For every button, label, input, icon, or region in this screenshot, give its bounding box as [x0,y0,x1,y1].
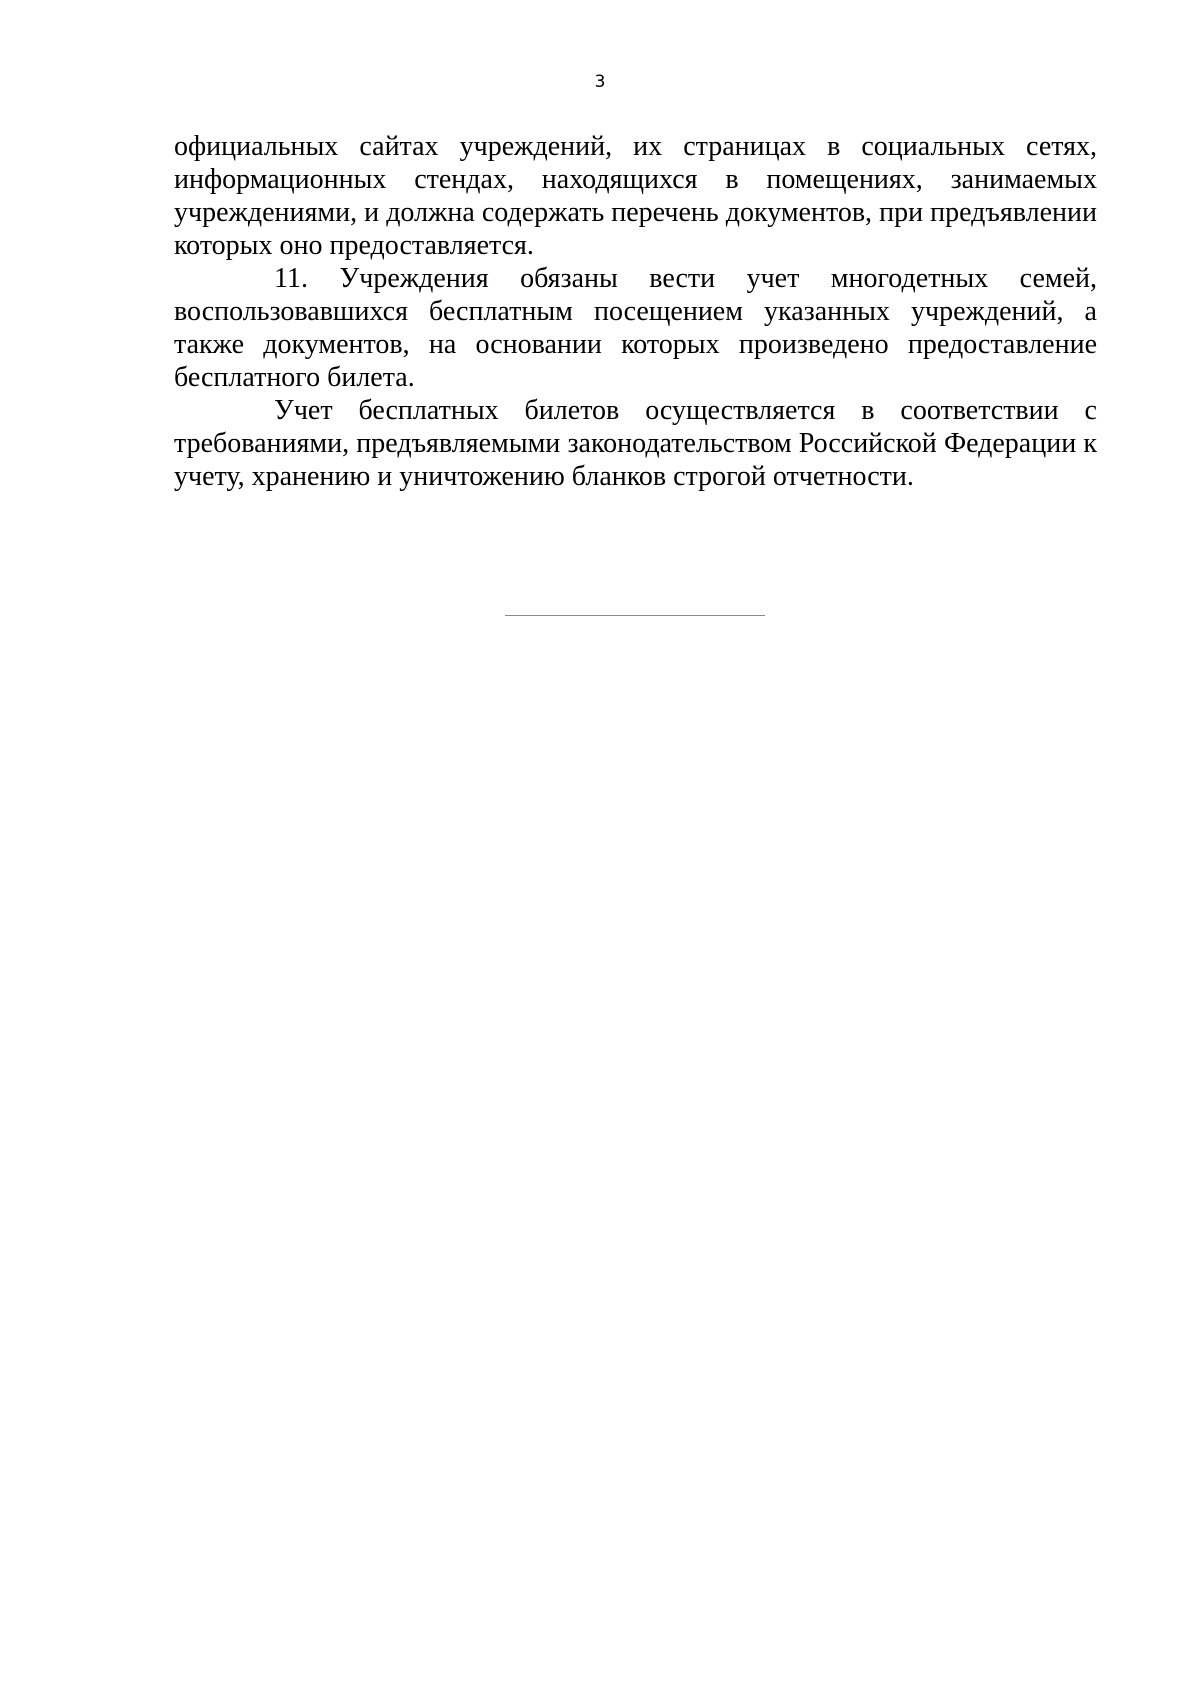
paragraph-item-11: 11. Учреждения обязаны вести учет многодетных семей, воспользовавшихся бесплатным посещением указанных учреждений, а также документов, на основании которых произведено предоставление бесплатного билета. [174,263,1097,393]
paragraph-continuation: официальных сайтах учреждений, их страницах в социальных сетях, информационных стендах, находящихся в помещениях, занимаемых учреждениями, и должна содержать перечень документов, при предъявлении которых оно предоставляется. [174,131,1097,261]
paragraph-ticket-accounting: Учет бесплатных билетов осуществляется в соответствии с требованиями, предъявляемыми законодательством Российской Федерации к учету, хранению и уничтожению бланков строгой отчетности. [174,395,1097,492]
document-body [174,130,1097,493]
end-of-document-rule [505,615,765,616]
page-number: 3 [594,72,606,92]
